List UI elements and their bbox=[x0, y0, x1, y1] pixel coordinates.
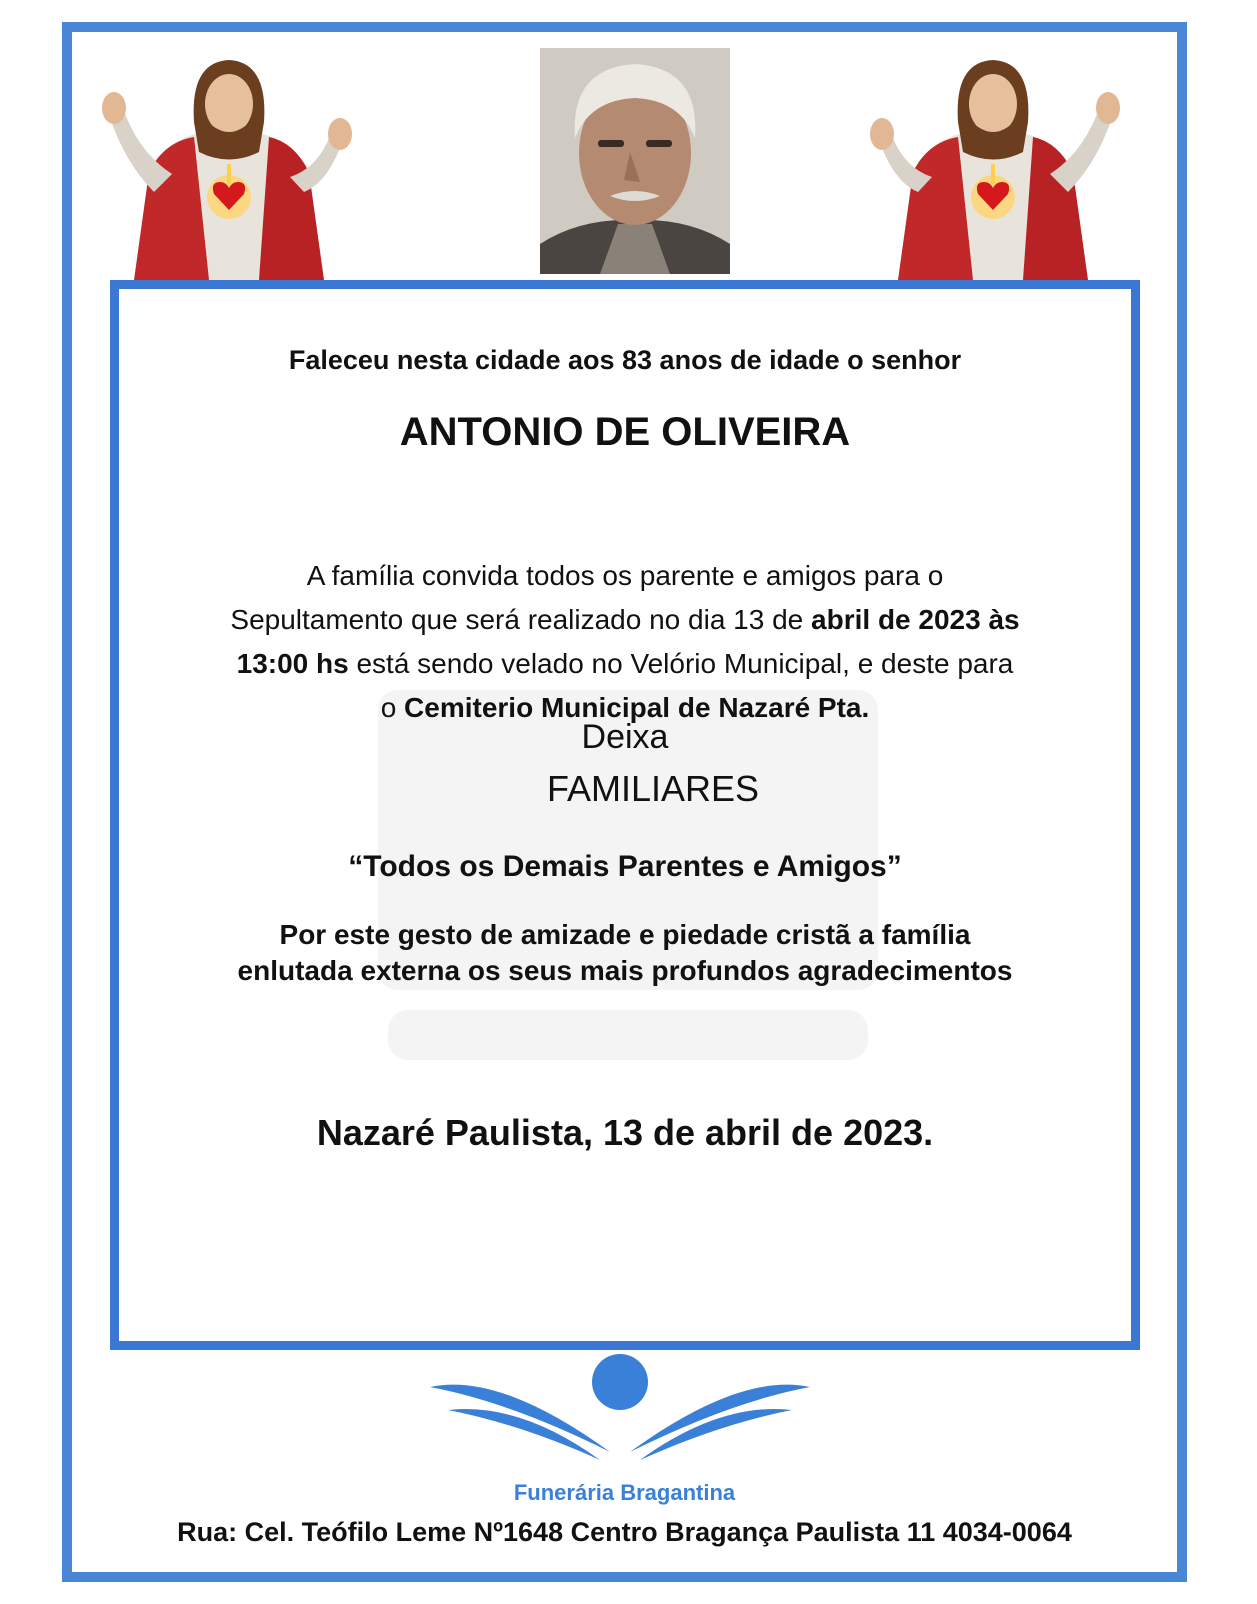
funeral-details-line-4: o Cemiterio Municipal de Nazaré Pta. bbox=[380, 692, 870, 723]
funeral-details-line-2: Sepultamento que será realizado no dia 13 de abril de 2023 às bbox=[230, 604, 1020, 635]
relatives-quote: “Todos os Demais Parentes e Amigos” bbox=[348, 850, 902, 883]
deceased-portrait bbox=[540, 48, 730, 274]
funeraria-address: Rua: Cel. Teófilo Leme Nº1648 Centro Bragança Paulista 11 4034-0064 bbox=[177, 1517, 1072, 1547]
funeral-details bbox=[110, 554, 1140, 730]
thanks-line-1: Por este gesto de amizade e piedade cristã a família bbox=[279, 919, 971, 950]
sacred-heart-jesus-right-image bbox=[858, 42, 1128, 280]
familiares-label: FAMILIARES bbox=[546, 768, 760, 809]
funeral-details-line-1: A família convida todos os parente e amigos para o bbox=[306, 560, 944, 591]
funeraria-name: Funerária Bragantina bbox=[513, 1480, 736, 1505]
funeral-details-line-3: 13:00 hs está sendo velado no Velório Municipal, e deste para bbox=[236, 648, 1014, 679]
sacred-heart-jesus-left-image bbox=[94, 42, 364, 280]
deixa-label: Deixa bbox=[581, 718, 669, 756]
funeraria-logo-icon bbox=[420, 1352, 820, 1462]
death-announcement-intro: Faleceu nesta cidade aos 83 anos de idade o senhor bbox=[288, 345, 962, 375]
thanks-message bbox=[110, 917, 1140, 989]
deceased-name: ANTONIO DE OLIVEIRA bbox=[399, 410, 851, 454]
thanks-line-2: enlutada externa os seus mais profundos agradecimentos bbox=[237, 955, 1013, 986]
place-date: Nazaré Paulista, 13 de abril de 2023. bbox=[316, 1112, 934, 1153]
